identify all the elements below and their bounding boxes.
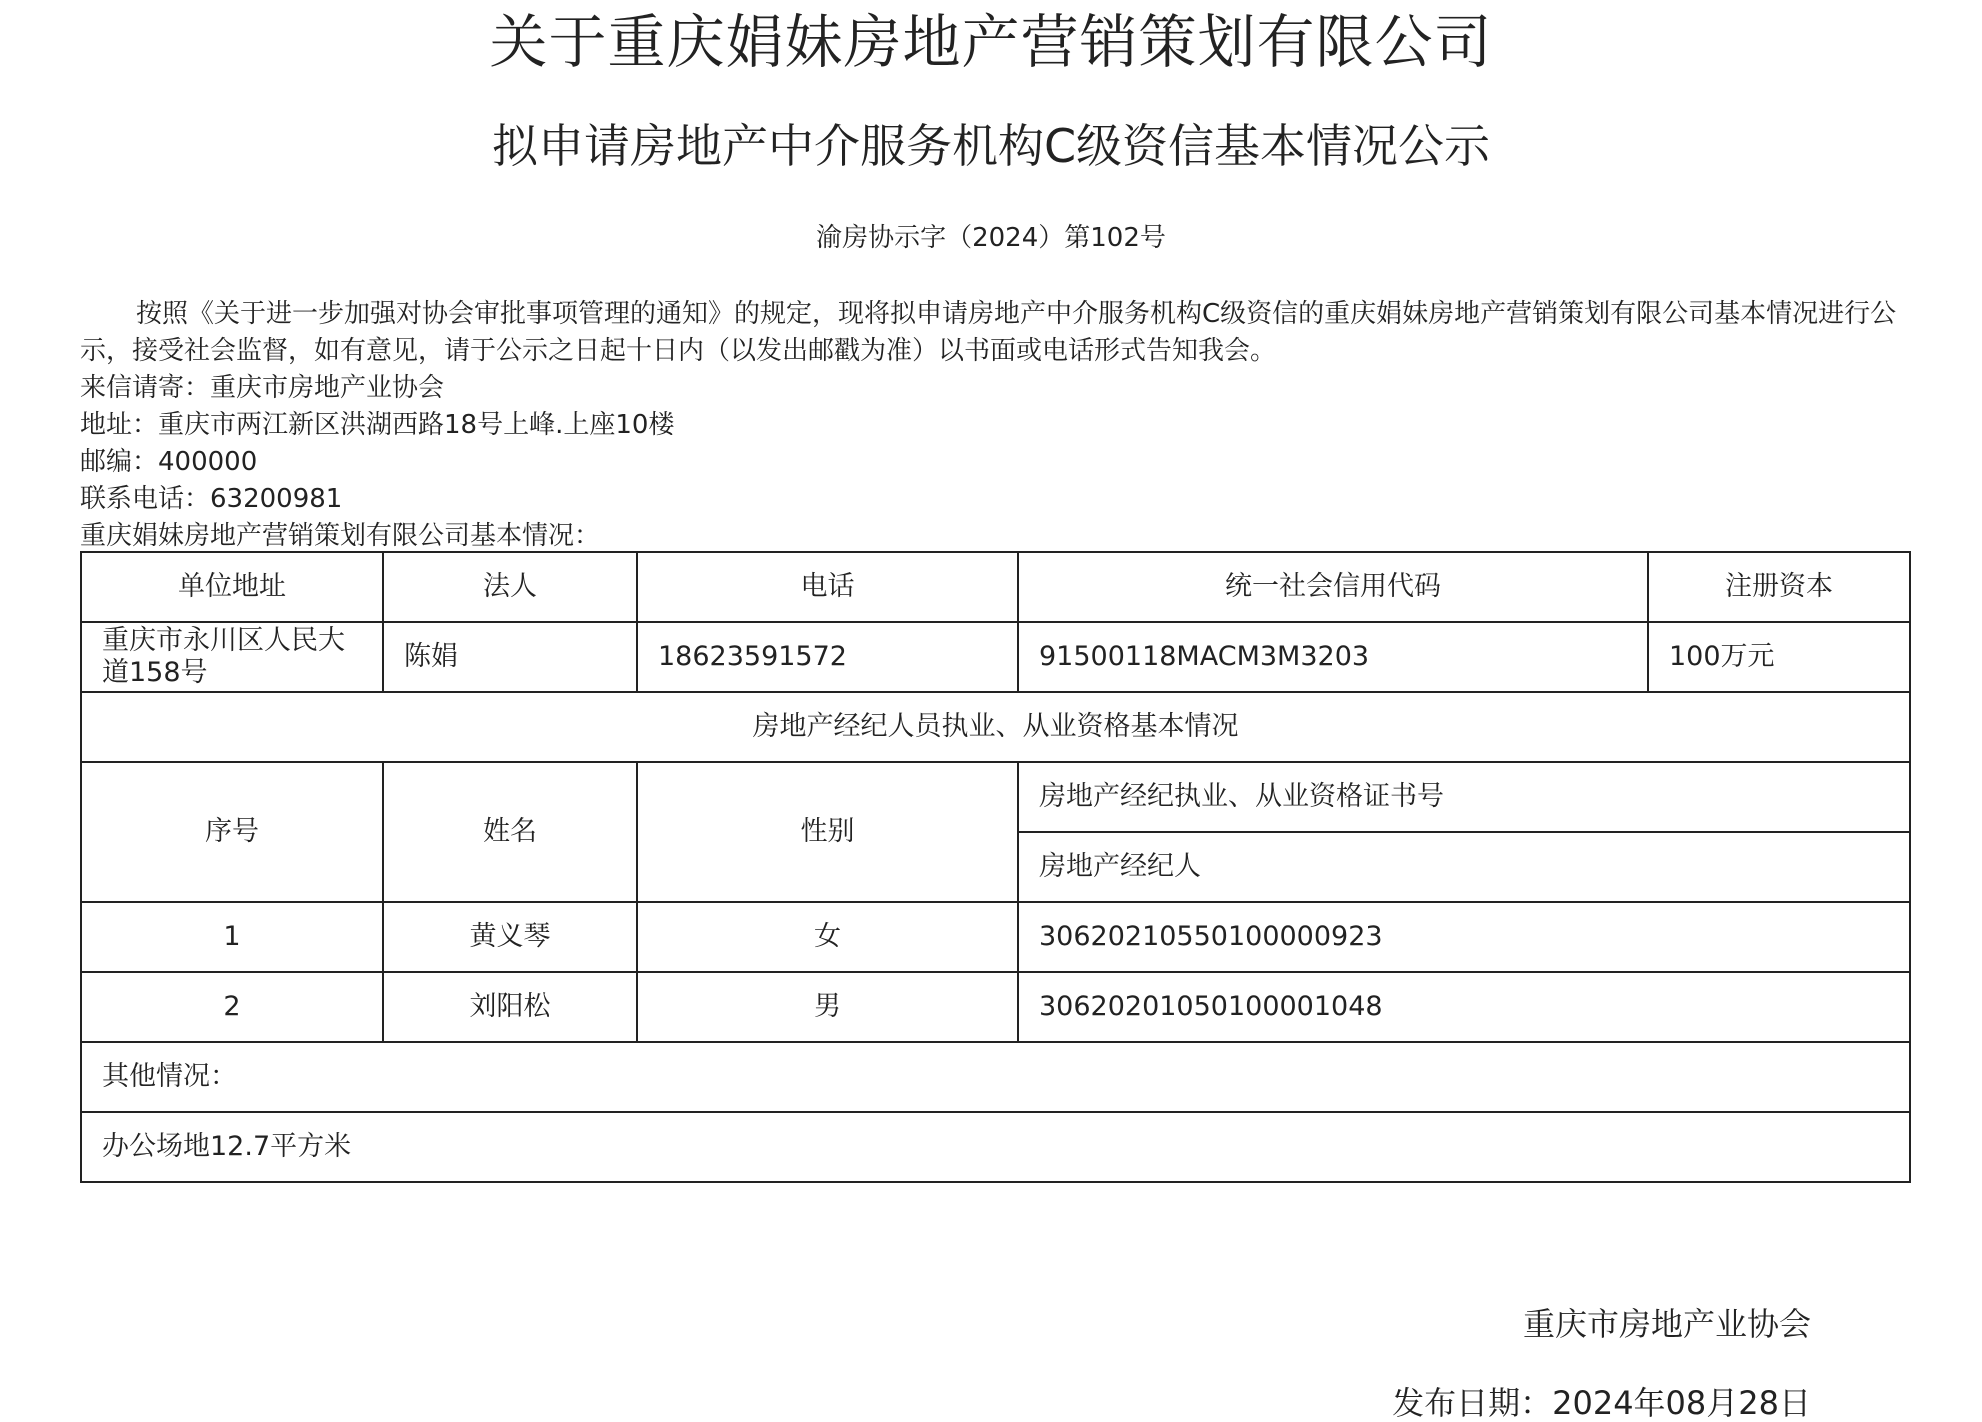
document-number: 渝房协示字（2024）第102号 xyxy=(816,223,1166,253)
agent-name: 刘阳松 xyxy=(383,972,637,1042)
header-cert-sub: 房地产经纪人 xyxy=(1018,832,1910,902)
agent-row xyxy=(81,972,1910,1042)
company-header-row xyxy=(81,552,1910,622)
company-legal-person: 陈娟 xyxy=(383,622,637,692)
announcement-body xyxy=(80,296,1912,555)
company-address: 重庆市永川区人民大道158号 xyxy=(81,622,383,692)
other-label-row xyxy=(81,1042,1910,1112)
agent-gender: 女 xyxy=(637,902,1018,972)
agent-cert: 30620210550100000923 xyxy=(1018,902,1910,972)
postcode-line: 邮编：400000 xyxy=(80,447,258,477)
company-credit-code: 91500118MACM3M3203 xyxy=(1018,622,1648,692)
agent-name: 黄义琴 xyxy=(383,902,637,972)
company-data-row xyxy=(81,622,1910,692)
address-line: 地址：重庆市两江新区洪湖西路18号上峰.上座10楼 xyxy=(80,410,675,440)
other-value: 办公场地12.7平方米 xyxy=(81,1112,1910,1182)
other-value-row xyxy=(81,1112,1910,1182)
header-seq: 序号 xyxy=(81,762,383,902)
title-line-1: 关于重庆娟妹房地产营销策划有限公司 xyxy=(489,8,1493,76)
basic-info-heading: 重庆娟妹房地产营销策划有限公司基本情况： xyxy=(80,521,601,551)
company-capital: 100万元 xyxy=(1648,622,1910,692)
agent-cert: 30620201050100001048 xyxy=(1018,972,1910,1042)
header-gender: 性别 xyxy=(637,762,1018,902)
header-phone: 电话 xyxy=(637,552,1018,622)
header-credit-code: 统一社会信用代码 xyxy=(1018,552,1648,622)
agent-seq: 1 xyxy=(81,902,383,972)
agent-gender: 男 xyxy=(637,972,1018,1042)
other-label: 其他情况： xyxy=(81,1042,1910,1112)
info-table xyxy=(80,551,1911,1183)
phone-line: 联系电话：63200981 xyxy=(80,484,343,514)
header-address: 单位地址 xyxy=(81,552,383,622)
agent-seq: 2 xyxy=(81,972,383,1042)
agents-section-title: 房地产经纪人员执业、从业资格基本情况 xyxy=(81,692,1910,762)
mail-to-line: 来信请寄：重庆市房地产业协会 xyxy=(80,373,445,403)
header-capital: 注册资本 xyxy=(1648,552,1910,622)
title-line-2: 拟申请房地产中介服务机构C级资信基本情况公示 xyxy=(491,119,1491,173)
intro-paragraph: 按照《关于进一步加强对协会审批事项管理的通知》的规定，现将拟申请房地产中介服务机构C级资信的重庆娟妹房地产营销策划有限公司基本情况进行公示，接受社会监督，如有意见，请于公示之日起十日内（以发出邮戳为准）以书面或电话形式告知我会。 xyxy=(80,299,1897,366)
issuer-signature: 重庆市房地产业协会 xyxy=(1522,1305,1811,1343)
header-cert: 房地产经纪执业、从业资格证书号 xyxy=(1018,762,1910,832)
header-legal-person: 法人 xyxy=(383,552,637,622)
agents-section-row xyxy=(81,692,1910,762)
publish-date: 发布日期：2024年08月28日 xyxy=(1392,1384,1811,1422)
agents-header-row xyxy=(81,762,1910,832)
agent-row xyxy=(81,902,1910,972)
header-name: 姓名 xyxy=(383,762,637,902)
company-phone: 18623591572 xyxy=(637,622,1018,692)
